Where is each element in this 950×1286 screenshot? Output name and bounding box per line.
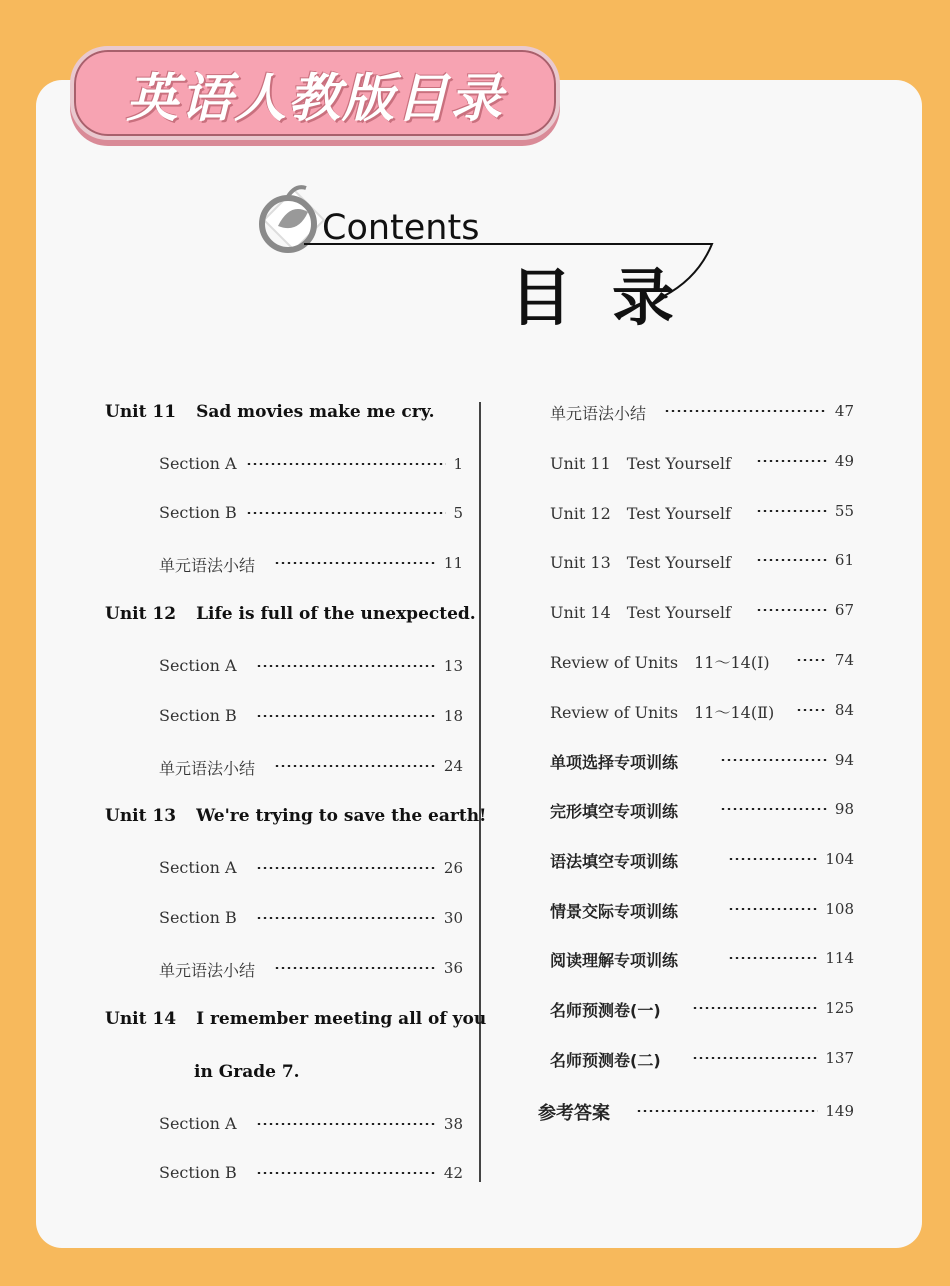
toc-entry-label[interactable]: Review of Units 11～14(Ⅱ) bbox=[550, 703, 775, 722]
toc-entry-label[interactable]: Section A bbox=[159, 454, 237, 473]
page-number: 49 bbox=[834, 452, 854, 470]
unit-number: Unit 11 bbox=[105, 402, 177, 422]
toc-entry-label[interactable]: Review of Units 11～14(Ⅰ) bbox=[550, 653, 770, 672]
toc-entry-label[interactable]: 情景交际专项训练 bbox=[550, 902, 679, 921]
unit-number: Unit 14 bbox=[105, 1009, 177, 1029]
dot-leader bbox=[728, 908, 818, 910]
dot-leader bbox=[246, 463, 446, 465]
page-number: 47 bbox=[834, 402, 854, 420]
unit-number: Unit 13 bbox=[105, 806, 177, 826]
toc-entry-label[interactable]: 单元语法小结 bbox=[159, 556, 256, 575]
page-number: 98 bbox=[834, 800, 854, 818]
unit-12-heading[interactable] bbox=[105, 604, 476, 624]
toc-entry-label[interactable]: Section B bbox=[159, 908, 237, 927]
dot-leader bbox=[692, 1057, 818, 1059]
toc-entry-label[interactable]: 单元语法小结 bbox=[159, 961, 256, 980]
toc-entry-label[interactable]: Section A bbox=[159, 656, 237, 675]
unit-title: Life is full of the unexpected. bbox=[196, 604, 476, 624]
unit-number: Unit 12 bbox=[105, 604, 177, 624]
dot-leader bbox=[256, 1123, 436, 1125]
dot-leader bbox=[636, 1110, 818, 1112]
page-number: 61 bbox=[834, 551, 854, 569]
page-number: 38 bbox=[443, 1115, 463, 1133]
toc-entry-label[interactable]: Section A bbox=[159, 1114, 237, 1133]
toc-entry-label[interactable]: 完形填空专项训练 bbox=[550, 802, 679, 821]
page-number: 36 bbox=[443, 959, 463, 977]
toc-entry-label[interactable]: 单元语法小结 bbox=[159, 759, 256, 778]
column-divider bbox=[479, 402, 481, 1182]
page-number: 13 bbox=[443, 657, 463, 675]
unit-title: Sad movies make me cry. bbox=[196, 402, 435, 422]
toc-entry-label[interactable]: Section A bbox=[159, 858, 237, 877]
dot-leader bbox=[246, 512, 446, 514]
dot-leader bbox=[274, 562, 436, 564]
dot-leader bbox=[664, 410, 826, 412]
dot-leader bbox=[692, 1007, 818, 1009]
toc-entry-label[interactable]: Section B bbox=[159, 503, 237, 522]
contents-heading: Contents bbox=[322, 208, 480, 248]
page-number: 67 bbox=[834, 601, 854, 619]
toc-entry-label[interactable]: Unit 11 Test Yourself bbox=[550, 454, 731, 473]
page-number: 5 bbox=[453, 504, 463, 522]
toc-entry-label[interactable]: Unit 14 Test Yourself bbox=[550, 603, 731, 622]
page-number: 26 bbox=[443, 859, 463, 877]
unit-11-heading[interactable] bbox=[105, 402, 435, 422]
unit-title: I remember meeting all of you bbox=[196, 1009, 487, 1029]
page-number: 24 bbox=[443, 757, 463, 775]
toc-entry-label[interactable]: 单元语法小结 bbox=[550, 404, 647, 423]
dot-leader bbox=[728, 858, 818, 860]
toc-entry-label[interactable]: 参考答案 bbox=[538, 1103, 610, 1124]
page-number: 125 bbox=[825, 999, 854, 1017]
banner-title: 英语人教版目录 bbox=[125, 68, 504, 129]
unit-14-heading[interactable] bbox=[105, 1009, 486, 1029]
toc-entry-label[interactable]: 名师预测卷(一) bbox=[550, 1001, 661, 1020]
toc-entry-label[interactable]: 语法填空专项训练 bbox=[550, 852, 679, 871]
page-number: 104 bbox=[825, 850, 854, 868]
page-number: 84 bbox=[834, 701, 854, 719]
toc-entry-label[interactable]: 单项选择专项训练 bbox=[550, 753, 679, 772]
dot-leader bbox=[274, 967, 436, 969]
dot-leader bbox=[728, 957, 818, 959]
page-number: 18 bbox=[443, 707, 463, 725]
toc-entry-label[interactable]: Section B bbox=[159, 1163, 237, 1182]
page-number: 94 bbox=[834, 751, 854, 769]
dot-leader bbox=[720, 759, 828, 761]
page-number: 137 bbox=[825, 1049, 854, 1067]
page-number: 11 bbox=[443, 554, 463, 572]
page-number: 42 bbox=[443, 1164, 463, 1182]
page-number: 55 bbox=[834, 502, 854, 520]
title-banner bbox=[70, 46, 560, 140]
mulu-heading: 目录 bbox=[510, 261, 715, 334]
page-number: 74 bbox=[834, 651, 854, 669]
page-number: 114 bbox=[825, 949, 854, 967]
dot-leader bbox=[256, 715, 436, 717]
toc-entry-label[interactable]: Unit 12 Test Yourself bbox=[550, 504, 731, 523]
toc-entry-label[interactable]: 阅读理解专项训练 bbox=[550, 951, 679, 970]
dot-leader bbox=[256, 917, 436, 919]
dot-leader bbox=[256, 867, 436, 869]
page-number: 30 bbox=[443, 909, 463, 927]
dot-leader bbox=[256, 1172, 436, 1174]
unit-title-continued: in Grade 7. bbox=[194, 1062, 300, 1082]
unit-13-heading[interactable] bbox=[105, 806, 487, 826]
page-number: 149 bbox=[825, 1102, 854, 1120]
dot-leader bbox=[720, 808, 828, 810]
dot-leader bbox=[256, 665, 436, 667]
unit-title: We're trying to save the earth! bbox=[196, 806, 487, 826]
toc-entry-label[interactable]: Section B bbox=[159, 706, 237, 725]
page-number: 108 bbox=[825, 900, 854, 918]
toc-entry-label[interactable]: 名师预测卷(二) bbox=[550, 1051, 661, 1070]
page-number: 1 bbox=[453, 455, 463, 473]
toc-entry-label[interactable]: Unit 13 Test Yourself bbox=[550, 553, 731, 572]
dot-leader bbox=[274, 765, 436, 767]
